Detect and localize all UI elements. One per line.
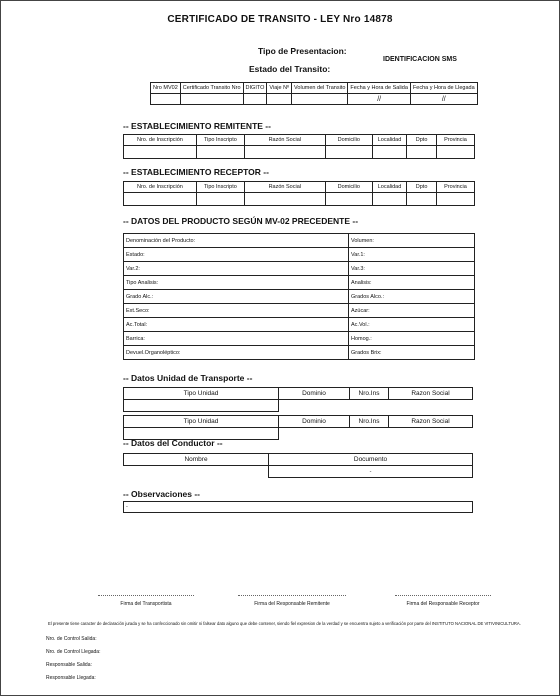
transporte-col-razon-social: Razon Social [389, 388, 473, 400]
tipo-presentacion-label: Tipo de Presentacion: [258, 46, 347, 56]
producto-field: Tipo Analisis: [124, 276, 349, 290]
value-viaje [267, 94, 292, 105]
transporte-col-dominio: Dominio [279, 416, 350, 428]
receptor-cell [196, 193, 244, 206]
col-volumen: Volumen del Transito [292, 83, 348, 94]
producto-field: Volumen: [349, 234, 475, 248]
producto-row [124, 234, 475, 248]
transit-table [150, 82, 478, 105]
remitente-col-localidad: Localidad [372, 135, 406, 146]
producto-row [124, 248, 475, 262]
transporte-table-2 [123, 415, 473, 440]
transporte-col-tipo-unidad: Tipo Unidad [124, 388, 279, 400]
producto-field: Grados Alco.: [349, 290, 475, 304]
observaciones-box [123, 501, 473, 513]
col-certificado: Certificado Transito Nro [180, 83, 243, 94]
producto-field: Barrica: [124, 332, 349, 346]
producto-field: Azúcar: [349, 304, 475, 318]
remitente-col-dpto: Dpto [407, 135, 437, 146]
responsable-salida: Responsable Salida: [46, 662, 92, 668]
transporte-col-tipo-unidad: Tipo Unidad [124, 416, 279, 428]
producto-row [124, 290, 475, 304]
producto-table [123, 233, 475, 360]
transporte-gap [389, 400, 473, 412]
producto-row [124, 262, 475, 276]
producto-field: Grado Alc.: [124, 290, 349, 304]
producto-section-title: -- DATOS DEL PRODUCTO SEGÚN MV-02 PRECEDENTE -- [123, 216, 359, 226]
transporte-table-1 [123, 387, 473, 412]
receptor-col-tipo: Tipo Inscripto [196, 182, 244, 193]
receptor-header-row [124, 182, 475, 193]
receptor-col-dpto: Dpto [407, 182, 437, 193]
producto-row [124, 332, 475, 346]
remitente-cell [372, 146, 406, 159]
receptor-value-row [124, 193, 475, 206]
conductor-col-nombre: Nombre [124, 454, 269, 466]
transporte-gap [350, 400, 389, 412]
receptor-section-title: -- ESTABLECIMIENTO RECEPTOR -- [123, 167, 269, 177]
transporte-header-row [124, 416, 473, 428]
remitente-cell [407, 146, 437, 159]
remitente-col-razon: Razón Social [244, 135, 325, 146]
transporte-col-razon-social: Razon Social [389, 416, 473, 428]
remitente-cell [244, 146, 325, 159]
declaracion-jurada: El presente tiene caracter de declaración jurada y se ha confeccionado sin omitir ni falsear dato alguno que debe contener, siendo fiel expresion de la verdad y se encuentra sujeto a verificación por parte del INSTITUTO NACIONAL DE VITIVINICULTURA. [48, 621, 521, 626]
value-volumen [292, 94, 348, 105]
remitente-header-row [124, 135, 475, 146]
producto-row [124, 276, 475, 290]
estado-transito-label: Estado del Transito: [249, 64, 331, 74]
value-fecha-salida: // [348, 94, 410, 105]
transit-value-row [151, 94, 478, 105]
receptor-table [123, 181, 475, 206]
transporte-col-dominio: Dominio [279, 388, 350, 400]
remitente-section-title: -- ESTABLECIMIENTO REMITENTE -- [123, 121, 271, 131]
remitente-cell [124, 146, 197, 159]
producto-field: Ac.Vol.: [349, 318, 475, 332]
transporte-gap [350, 428, 389, 440]
receptor-cell [325, 193, 372, 206]
col-digito: DIGITO [243, 83, 267, 94]
firma-remitente: Firma del Responsable Remitente [254, 601, 330, 607]
transporte-gap [279, 428, 350, 440]
transporte-gap [279, 400, 350, 412]
transporte-col-nro-ins: Nro.Ins [350, 416, 389, 428]
remitente-cell [325, 146, 372, 159]
receptor-col-localidad: Localidad [372, 182, 406, 193]
conductor-col-documento: Documento [269, 454, 473, 466]
value-fecha-llegada: // [410, 94, 477, 105]
producto-field: Analisis: [349, 276, 475, 290]
firma-receptor: Firma del Responsable Receptor [406, 601, 480, 607]
conductor-header-row [124, 454, 473, 466]
identificacion-sms: IDENTIFICACION SMS [383, 56, 457, 63]
col-fecha-llegada: Fecha y Hora de Llegada [410, 83, 477, 94]
receptor-cell [372, 193, 406, 206]
conductor-value-row [124, 466, 473, 478]
producto-field: Ac.Total: [124, 318, 349, 332]
transporte-col-nro-ins: Nro.Ins [350, 388, 389, 400]
firma-transportista: Firma del Transportista [120, 601, 172, 607]
receptor-col-razon: Razón Social [244, 182, 325, 193]
value-nro-mv02 [151, 94, 181, 105]
remitente-cell [196, 146, 244, 159]
producto-field: Var.2: [124, 262, 349, 276]
transporte-gap [389, 428, 473, 440]
receptor-cell [244, 193, 325, 206]
receptor-cell [436, 193, 474, 206]
producto-field: Grados Brix: [349, 346, 475, 360]
receptor-col-provincia: Provincia [436, 182, 474, 193]
signature-line-remitente [238, 595, 346, 596]
producto-row [124, 318, 475, 332]
responsable-llegada: Responsable Llegada: [46, 675, 96, 681]
producto-field: Var.1: [349, 248, 475, 262]
remitente-col-provincia: Provincia [436, 135, 474, 146]
producto-field: Devuel.Organoléptico: [124, 346, 349, 360]
document-title: CERTIFICADO DE TRANSITO - LEY Nro 14878 [167, 14, 393, 25]
receptor-cell [124, 193, 197, 206]
transporte-header-row [124, 388, 473, 400]
observaciones-row [124, 502, 473, 513]
col-fecha-salida: Fecha y Hora de Salida [348, 83, 410, 94]
receptor-cell [407, 193, 437, 206]
producto-field: Var.3: [349, 262, 475, 276]
conductor-table [123, 453, 473, 478]
remitente-col-inscripcion: Nro. de Inscripción [124, 135, 197, 146]
remitente-value-row [124, 146, 475, 159]
transporte-value-row [124, 400, 473, 412]
receptor-col-domicilio: Domicilio [325, 182, 372, 193]
remitente-col-tipo: Tipo Inscripto [196, 135, 244, 146]
signature-line-receptor [395, 595, 491, 596]
observaciones-value: - [124, 502, 473, 513]
col-viaje: Viaje Nº [267, 83, 292, 94]
conductor-value-nombre [124, 466, 269, 478]
remitente-col-domicilio: Domicilio [325, 135, 372, 146]
signature-line-transportista [98, 595, 194, 596]
col-nro-mv02: Nro MV02 [151, 83, 181, 94]
remitente-table [123, 134, 475, 159]
receptor-col-inscripcion: Nro. de Inscripción [124, 182, 197, 193]
producto-row [124, 346, 475, 360]
conductor-section-title: -- Datos del Conductor -- [123, 438, 223, 448]
producto-field: Homog.: [349, 332, 475, 346]
producto-field: Estado: [124, 248, 349, 262]
remitente-cell [436, 146, 474, 159]
transit-header-row [151, 83, 478, 94]
nro-control-salida: Nro. de Control Salida: [46, 636, 97, 642]
producto-field: Ext.Seco: [124, 304, 349, 318]
conductor-value-documento: - [269, 466, 473, 478]
value-digito [243, 94, 267, 105]
transporte-section-title: -- Datos Unidad de Transporte -- [123, 373, 253, 383]
transporte-cell [124, 400, 279, 412]
producto-field: Denominación del Producto: [124, 234, 349, 248]
observaciones-section-title: -- Observaciones -- [123, 489, 200, 499]
value-certificado [180, 94, 243, 105]
nro-control-llegada: Nro. de Control Llegada: [46, 649, 101, 655]
producto-row [124, 304, 475, 318]
